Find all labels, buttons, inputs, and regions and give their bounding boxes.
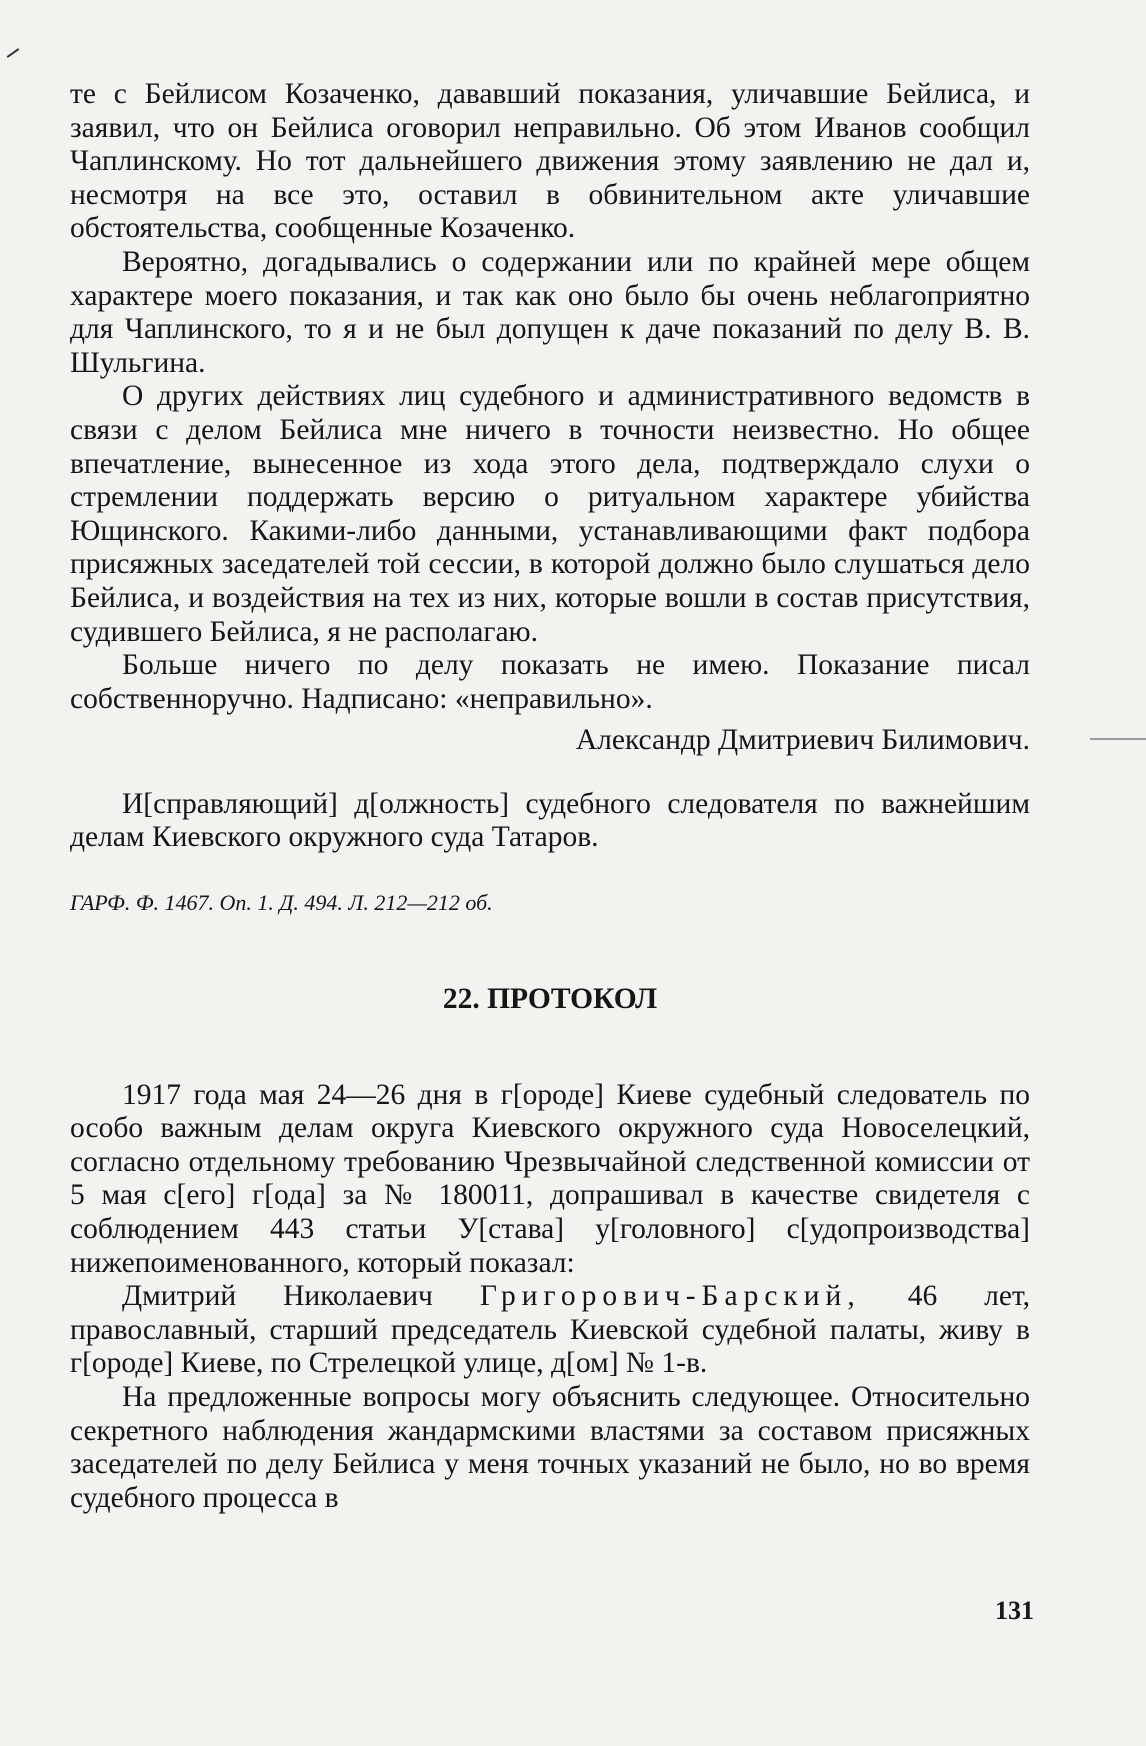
witness-details: 46 лет, православный, старший председатель Киевской судебной палаты, живу в г[ороде] Киеве, по Стрелецкой улице, д[ом] № 1-в. <box>70 1280 1031 1380</box>
witness-paragraph <box>70 1280 1030 1381</box>
text-column <box>70 78 1030 1515</box>
page-number: 131 <box>995 1596 1034 1625</box>
signature: Александр Дмитриевич Билимович. <box>575 724 1030 757</box>
section-heading: 22. ПРОТОКОЛ <box>442 983 658 1016</box>
official-signature: И[справляющий] д[олжность] судебного следователя по важнейшим делам Киевского окружного суда Татаров. <box>70 787 1030 854</box>
pen-mark <box>7 48 20 58</box>
witness-surname: Григорович-Барский, <box>479 1280 861 1313</box>
paragraph: Больше ничего по делу показать не имею. Показание писал собственноручно. Надписано: «неправильно». <box>70 649 1030 715</box>
protocol-intro: 1917 года мая 24—26 дня в г[ороде] Киеве судебный следователь по особо важным делам округа Киевского окружного суда Новоселецкий, согласно отдельному требованию Чрезвычайной следственной комиссии от 5 мая с[его] г[ода] за № 180011, допрашивал в качестве свидетеля с соблюдением 443 статьи У[става] у[головного] с[удопроизводства] нижепоименованного, который показал: <box>70 1078 1030 1279</box>
paragraph: те с Бейлисом Козаченко, дававший показания, уличавшие Бейлиса, и заявил, что он Бейлиса оговорил неправильно. Об этом Иванов сообщил Чаплинскому. Но тот дальнейшего движения этому заявлению не дал и, несмотря на все это, оставил в обвинительном акте уличавшие обстоятельства, сообщенные Козаченко. <box>70 78 1030 245</box>
margin-line <box>1090 738 1146 740</box>
paragraph: На предложенные вопросы могу объяснить следующее. Относительно секретного наблюдения жандармскими властями за составом присяжных заседателей по делу Бейлиса у меня точных указаний не было, но во время судебного процесса в <box>70 1381 1030 1514</box>
archive-reference: ГАРФ. Ф. 1467. Оп. 1. Д. 494. Л. 212—212 об. <box>70 890 493 916</box>
paragraph: Вероятно, догадывались о содержании или по крайней мере общем характере моего показания, и так как оно было бы очень неблагоприятно для Чаплинского, то я и не был допущен к даче показаний по делу В. В. Шульгина. <box>70 245 1030 379</box>
paragraph: О других действиях лиц судебного и административного ведомств в связи с делом Бейлиса мне ничего в точности неизвестно. Но общее впечатление, вынесенное из хода этого дела, подтверждало слухи о стремлении поддержать версию о ритуальном характере убийства Ющинского. Какими-либо данными, устанавливающими факт подбора присяжных заседателей той сессии, в которой должно было слушаться дело Бейлиса, и воздействия на тех из них, которые вошли в состав присутствия, судившего Бейлиса, я не располагаю. <box>70 380 1030 648</box>
witness-name: Дмитрий Николаевич <box>122 1280 433 1313</box>
